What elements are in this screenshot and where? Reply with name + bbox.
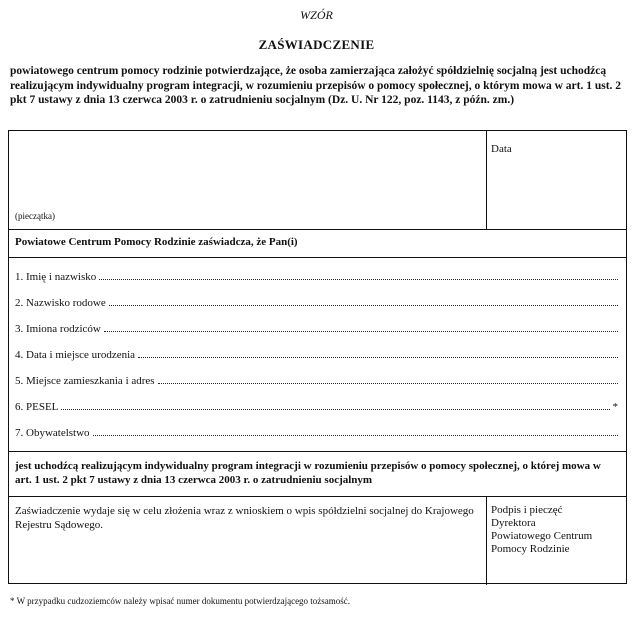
fill-line[interactable]: [109, 304, 618, 306]
divider: [9, 229, 626, 230]
stamp-label: (pieczątka): [15, 211, 55, 221]
signature-line: Podpis i pieczęć: [491, 504, 563, 516]
field-label: 4. Data i miejsce urodzenia: [15, 349, 136, 361]
certificate-form: [8, 130, 627, 584]
field-label: 7. Obywatelstwo: [15, 427, 90, 439]
field-label: 1. Imię i nazwisko: [15, 271, 97, 283]
field-label: 3. Imiona rodziców: [15, 323, 101, 335]
fill-line[interactable]: [61, 408, 609, 410]
certifies-text: Powiatowe Centrum Pomocy Rodzinie zaświadcza, że Pan(i): [15, 236, 298, 248]
field-pesel[interactable]: [15, 399, 618, 413]
field-citizenship[interactable]: [15, 425, 618, 439]
date-label: Data: [491, 143, 512, 155]
document-header-label: WZÓR: [300, 8, 333, 22]
field-birth-date-place[interactable]: [15, 347, 618, 361]
field-address[interactable]: [15, 373, 618, 387]
signature-divider: [486, 496, 487, 585]
document-title: ZAŚWIADCZENIE: [258, 37, 375, 52]
field-label: 5. Miejsce zamieszkania i adres: [15, 375, 155, 387]
fill-line[interactable]: [104, 330, 618, 332]
fill-line[interactable]: [158, 382, 618, 384]
fill-line[interactable]: [99, 278, 618, 280]
document-intro: powiatowego centrum pomocy rodzinie potwierdzające, że osoba zamierzająca założyć spółdzielnię socjalną jest uchodźcą realizującym indywidualny program integracji, w rozumieniu przepisów o pomocy społecznej, o którym mowa w art. 1 ust. 2 pkt 7 ustawy z dnia 13 czerwca 2003 r. o zatrudnieniu socjalnym (Dz. U. Nr 122, poz. 1143, z późn. zm.): [10, 65, 622, 106]
footnote: * W przypadku cudzoziemców należy wpisać numer dokumentu potwierdzającego tożsamość.: [10, 596, 351, 606]
refugee-statement: jest uchodźcą realizującym indywidualny program integracji w rozumieniu przepisów o pomocy społecznej, o której mowa w art. 1 ust. 2 pkt 7 ustawy z dnia 13 czerwca 2003 r. o zatrudnieniu socjalnym: [15, 460, 601, 486]
footnote-marker: *: [612, 401, 618, 413]
purpose-text: Zaświadczenie wydaje się w celu złożenia wraz z wnioskiem o wpis spółdzielni socjalnej do Krajowego Rejestru Sądowego.: [15, 505, 474, 531]
field-label: 2. Nazwisko rodowe: [15, 297, 106, 309]
divider: [9, 257, 626, 258]
field-family-name[interactable]: [15, 295, 618, 309]
field-parents-names[interactable]: [15, 321, 618, 335]
field-name[interactable]: [15, 269, 618, 283]
fill-line[interactable]: [138, 356, 618, 358]
divider: [9, 496, 626, 497]
fill-line[interactable]: [93, 434, 618, 436]
signature-line: Powiatowego Centrum: [491, 530, 593, 542]
signature-line: Dyrektora: [491, 517, 536, 529]
divider: [9, 451, 626, 452]
signature-line: Pomocy Rodzinie: [491, 543, 570, 555]
field-label: 6. PESEL: [15, 401, 59, 413]
date-divider: [486, 131, 487, 229]
signature-block: [491, 504, 592, 556]
